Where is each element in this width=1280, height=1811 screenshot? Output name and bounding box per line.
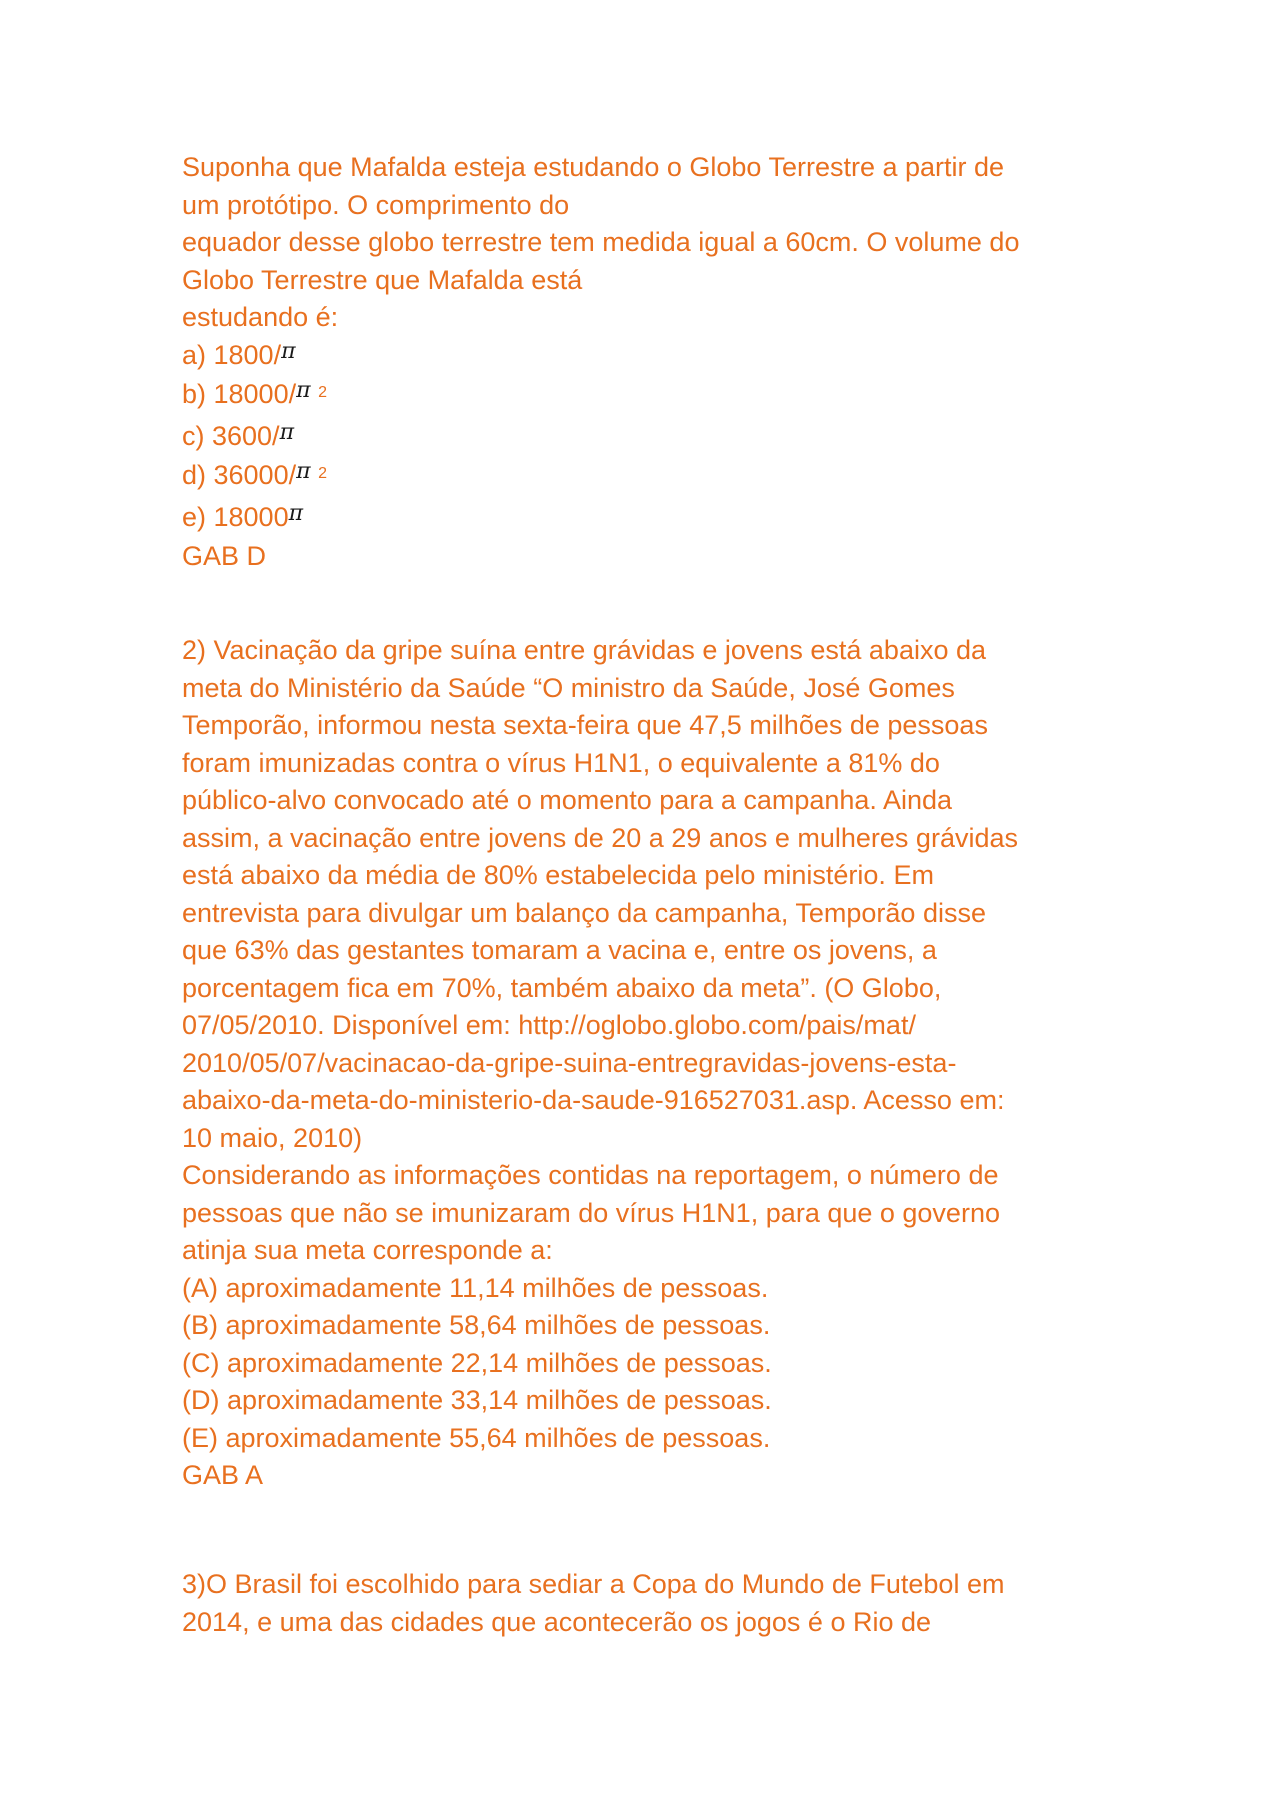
question-2-line: foram imunizadas contra o vírus H1N1, o equivalente a 81% do: [182, 747, 940, 778]
option-a-text: a) 1800/: [182, 339, 282, 370]
question-2-line: está abaixo da média de 80% estabelecida pelo ministério. Em: [182, 860, 934, 890]
question-2-line: porcentagem fica em 70%, também abaixo da meta”. (O Globo,: [182, 972, 942, 1003]
question-1-line: estudando é:: [182, 302, 339, 332]
option-line: (D) aproximadamente 33,14 milhões de pessoas.: [182, 1385, 772, 1415]
question-2-line: abaixo-da-meta-do-ministerio-da-saude-916527031.asp. Acesso em:: [182, 1085, 1005, 1115]
option-line: (C) aproximadamente 22,14 milhões de pessoas.: [182, 1347, 772, 1378]
question-3-line: 3)O Brasil foi escolhido para sediar a Copa do Mundo de Futebol em: [182, 1569, 1005, 1599]
pi-symbol: π: [288, 500, 304, 526]
question-2-line: assim, a vacinação entre jovens de 20 a 29 anos e mulheres grávidas: [182, 822, 1018, 853]
option-d: [182, 457, 1102, 499]
question-2: [182, 632, 1102, 1495]
option-b: [182, 376, 1102, 418]
question-2-line: 2010/05/07/vacinacao-da-gripe-suina-entregravidas-jovens-esta-: [182, 1047, 957, 1078]
option-line: (B) aproximadamente 58,64 milhões de pessoas.: [182, 1310, 771, 1340]
question-2-line: Considerando as informações contidas na reportagem, o número de: [182, 1160, 999, 1190]
question-2-line: Temporão, informou nesta sexta-feira que 47,5 milhões de pessoas: [182, 710, 988, 740]
option-c-text: c) 3600/: [182, 420, 280, 451]
question-2-line: entrevista para divulgar um balanço da campanha, Temporão disse: [182, 897, 986, 928]
question-1-line: Suponha que Mafalda esteja estudando o Globo Terrestre a partir de: [182, 152, 1005, 182]
answer-key: GAB D: [182, 541, 267, 571]
pi-symbol: π: [279, 419, 295, 445]
question-2-line: atinja sua meta corresponde a:: [182, 1235, 553, 1265]
question-1-line: equador desse globo terrestre tem medida igual a 60cm. O volume do: [182, 227, 1020, 257]
option-line: (E) aproximadamente 55,64 milhões de pessoas.: [182, 1422, 771, 1453]
question-1-line: Globo Terrestre que Mafalda está: [182, 264, 583, 295]
option-e-text: e) 18000: [182, 501, 289, 532]
question-2-line: que 63% das gestantes tomaram a vacina e, entre os jovens, a: [182, 935, 937, 965]
question-2-line: 10 maio, 2010): [182, 1122, 363, 1153]
option-a: [182, 337, 1102, 377]
question-2-line: meta do Ministério da Saúde “O ministro da Saúde, José Gomes: [182, 672, 955, 703]
option-line: (A) aproximadamente 11,14 milhões de pessoas.: [182, 1272, 769, 1303]
question-2-line: 07/05/2010. Disponível em: http://oglobo.globo.com/pais/mat/: [182, 1010, 916, 1040]
option-e: [182, 499, 1102, 539]
question-3-line: 2014, e uma das cidades que acontecerão os jogos é o Rio de: [182, 1606, 932, 1637]
option-b-text: b) 18000/: [182, 379, 297, 409]
question-2-line: público-alvo convocado até o momento para a campanha. Ainda: [182, 785, 953, 815]
pi-symbol: π: [296, 459, 311, 484]
question-2-line: 2) Vacinação da gripe suína entre grávidas e jovens está abaixo da: [182, 635, 987, 665]
option-c: [182, 418, 1102, 458]
question-2-line: pessoas que não se imunizaram do vírus H1N1, para que o governo: [182, 1197, 1000, 1228]
question-1-line: um protótipo. O comprimento do: [182, 189, 570, 220]
pi-symbol: π: [296, 378, 311, 403]
question-1: [182, 149, 1102, 576]
answer-key: GAB A: [182, 1460, 264, 1490]
question-3: [182, 1566, 1102, 1641]
superscript-2: 2: [318, 384, 327, 401]
pi-symbol: π: [281, 338, 296, 364]
option-d-text: d) 36000/: [182, 460, 297, 490]
superscript-2: 2: [318, 465, 327, 482]
